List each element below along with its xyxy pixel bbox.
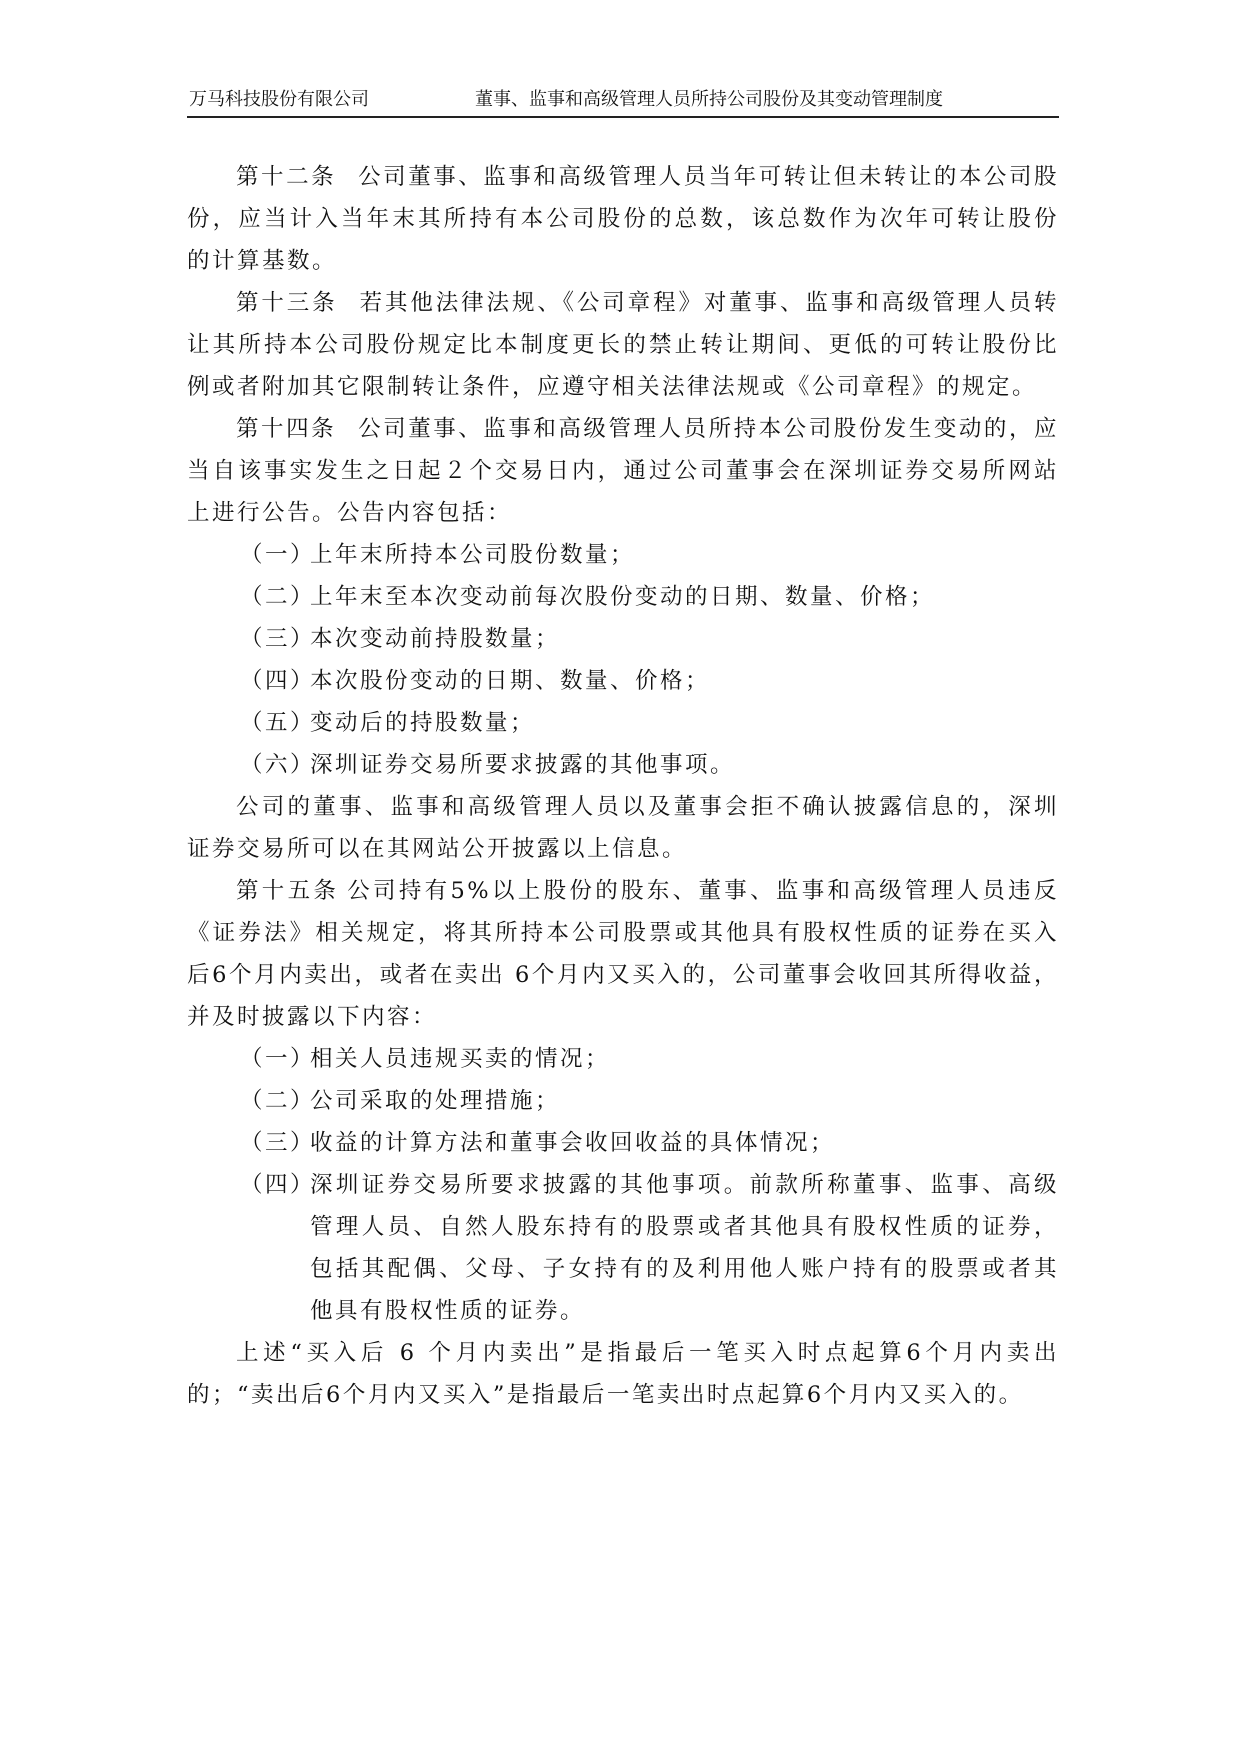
article-14-closing: 公司的董事、监事和高级管理人员以及董事会拒不确认披露信息的，深圳证券交易所可以在其网站公开披露以上信息。 bbox=[187, 794, 1059, 862]
article-label: 第十五条 bbox=[236, 878, 340, 904]
article-label: 第十三条 bbox=[236, 290, 338, 316]
list-item-number: （二） bbox=[240, 584, 316, 610]
list-item bbox=[240, 534, 1059, 576]
article-15-closing: 上述“买入后 6 个月内卖出”是指最后一笔买入时点起算6个月内卖出的；“卖出后6个月内又买入”是指最后一笔卖出时点起算6个月内又买入的。 bbox=[187, 1340, 1059, 1408]
list-item-text: 深圳证券交易所要求披露的其他事项。 bbox=[310, 752, 736, 778]
article-text: 公司董事、监事和高级管理人员所持本公司股份发生变动的，应当自该事实发生之日起２个交易日内，通过公司董事会在深圳证券交易所网站上进行公告。公告内容包括： bbox=[187, 416, 1059, 526]
list-item-number: （三） bbox=[240, 626, 316, 652]
list-item-number: （三） bbox=[240, 1130, 316, 1156]
list-item bbox=[240, 1038, 1059, 1080]
article-label: 第十四条 bbox=[236, 416, 337, 442]
article-14 bbox=[187, 408, 1059, 534]
header-document-title: 董事、监事和高级管理人员所持公司股份及其变动管理制度 bbox=[475, 89, 943, 110]
list-item-number: （一） bbox=[240, 1046, 316, 1072]
article-13 bbox=[187, 282, 1059, 408]
article-label: 第十二条 bbox=[236, 164, 337, 190]
article-text: 公司持有5%以上股份的股东、董事、监事和高级管理人员违反《证券法》相关规定，将其所持本公司股票或其他具有股权性质的证券在买入后6个月内卖出，或者在卖出 6个月内又买入的，公司董事会收回其所得收益，并及时披露以下内容： bbox=[187, 878, 1059, 1030]
list-item-number: （四） bbox=[240, 1172, 316, 1198]
article-text: 公司董事、监事和高级管理人员当年可转让但未转让的本公司股份，应当计入当年末其所持有本公司股份的总数，该总数作为次年可转让股份的计算基数。 bbox=[187, 164, 1059, 274]
list-item bbox=[240, 660, 1059, 702]
list-item-text: 公司采取的处理措施； bbox=[310, 1088, 561, 1114]
document-body bbox=[187, 156, 1059, 1416]
article-15 bbox=[187, 870, 1059, 1038]
list-item bbox=[240, 1164, 1059, 1332]
list-item-text: 相关人员违规买卖的情况； bbox=[310, 1046, 611, 1072]
list-item-text: 收益的计算方法和董事会收回收益的具体情况； bbox=[310, 1130, 836, 1156]
list-item-number: （六） bbox=[240, 752, 316, 778]
article-12 bbox=[187, 156, 1059, 282]
list-item-text: 上年末所持本公司股份数量； bbox=[310, 542, 636, 568]
article-text: 若其他法律法规、《公司章程》对董事、监事和高级管理人员转让其所持本公司股份规定比本制度更长的禁止转让期间、更低的可转让股份比例或者附加其它限制转让条件，应遵守相关法律法规或《公司章程》的规定。 bbox=[187, 290, 1059, 400]
header-company-name: 万马科技股份有限公司 bbox=[189, 89, 369, 110]
list-item-number: （二） bbox=[240, 1088, 316, 1114]
list-item-number: （五） bbox=[240, 710, 316, 736]
list-item-text: 本次股份变动的日期、数量、价格； bbox=[310, 668, 711, 694]
list-item bbox=[240, 618, 1059, 660]
list-item bbox=[240, 702, 1059, 744]
list-item-number: （一） bbox=[240, 542, 316, 568]
list-item-text: 上年末至本次变动前每次股份变动的日期、数量、价格； bbox=[310, 584, 936, 610]
list-item bbox=[240, 1122, 1059, 1164]
list-item-text: 深圳证券交易所要求披露的其他事项。前款所称董事、监事、高级管理人员、自然人股东持有的股票或者其他具有股权性质的证券，包括其配偶、父母、子女持有的及利用他人账户持有的股票或者其他具有股权性质的证券。 bbox=[310, 1172, 1059, 1324]
list-item bbox=[240, 1080, 1059, 1122]
list-item bbox=[240, 744, 1059, 786]
list-item-text: 本次变动前持股数量； bbox=[310, 626, 561, 652]
list-item bbox=[240, 576, 1059, 618]
list-item-number: （四） bbox=[240, 668, 316, 694]
list-item-text: 变动后的持股数量； bbox=[310, 710, 536, 736]
page-header bbox=[187, 88, 1059, 118]
